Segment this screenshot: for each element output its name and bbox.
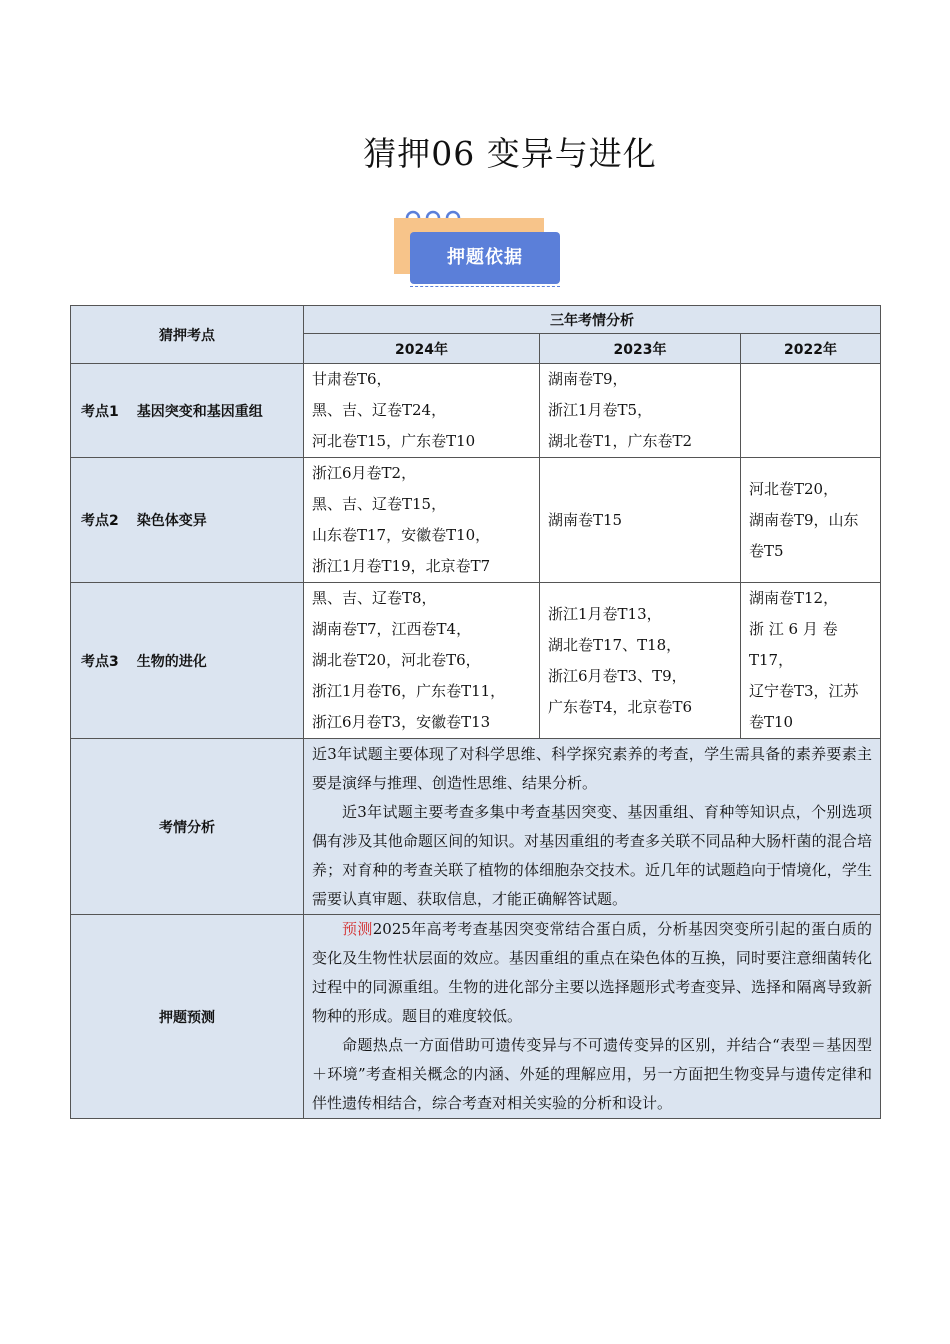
row-label: 考点3 生物的进化: [71, 583, 304, 739]
group-header: 三年考情分析: [304, 306, 881, 334]
row-label: 考点1 基因突变和基因重组: [71, 364, 304, 458]
prediction-keyword: 预测: [342, 920, 373, 938]
col-header-kaodian: 猜押考点: [71, 306, 304, 364]
year-header-2023: 2023年: [540, 334, 741, 364]
cell-2023: 湖南卷T9， 浙江1月卷T5， 湖北卷T1，广东卷T2: [540, 364, 741, 458]
year-header-2024: 2024年: [304, 334, 540, 364]
table-row: [71, 458, 881, 583]
year-header-2022: 2022年: [741, 334, 881, 364]
badge-label: 押题依据: [410, 232, 560, 284]
section-badge: [392, 204, 564, 288]
cell-2024: 浙江6月卷T2， 黑、吉、辽卷T15， 山东卷T17，安徽卷T10， 浙江1月卷T19，北京卷T7: [304, 458, 540, 583]
prediction-text: 预测2025年高考考查基因突变常结合蛋白质，分析基因突变所引起的蛋白质的变化及生物性状层面的效应。基因重组的重点在染色体的互换，同时要注意细菌转化过程中的同源重组。生物的进化部分主要以选择题形式考查变异、选择和隔离导致新物种的形成。题目的难度较低。 命题热点一方面借助可遗传变异与不可遗传变异的区别，并结合“表型＝基因型＋环境”考查相关概念的内涵、外延的理解应用，另一方面把生物变异与遗传定律和伴性遗传相结合，综合考查对相关实验的分析和设计。: [304, 915, 881, 1119]
analysis-label: 考情分析: [71, 739, 304, 915]
badge-dash-line: [410, 286, 560, 287]
cell-2022: 河北卷T20， 湖南卷T9，山东 卷T5: [741, 458, 881, 583]
table-row: [71, 364, 881, 458]
analysis-table: [70, 305, 881, 1119]
prediction-row: [71, 915, 881, 1119]
prediction-label: 押题预测: [71, 915, 304, 1119]
cell-2022: 湖南卷T12， 浙 江 6 月 卷 T17， 辽宁卷T3，江苏 卷T10: [741, 583, 881, 739]
table-row: [71, 583, 881, 739]
cell-2023: 湖南卷T15: [540, 458, 741, 583]
cell-2024: 黑、吉、辽卷T8， 湖南卷T7，江西卷T4， 湖北卷T20，河北卷T6， 浙江1月卷T6，广东卷T11， 浙江6月卷T3，安徽卷T13: [304, 583, 540, 739]
page-title: 猜押06 变异与进化: [363, 134, 657, 173]
cell-2023: 浙江1月卷T13， 湖北卷T17、T18， 浙江6月卷T3、T9， 广东卷T4，北京卷T6: [540, 583, 741, 739]
cell-2024: 甘肃卷T6， 黑、吉、辽卷T24， 河北卷T15，广东卷T10: [304, 364, 540, 458]
cell-2022: [741, 364, 881, 458]
analysis-row: [71, 739, 881, 915]
analysis-text: 近3年试题主要体现了对科学思维、科学探究素养的考查，学生需具备的素养要素主要是演绎与推理、创造性思维、结果分析。 近3年试题主要考查多集中考查基因突变、基因重组、育种等知识点，个别选项偶有涉及其他命题区间的知识。对基因重组的考查多关联不同品种大肠杆菌的混合培养；对育种的考查关联了植物的体细胞杂交技术。近几年的试题趋向于情境化，学生需要认真审题、获取信息，才能正确解答试题。: [304, 739, 881, 915]
row-label: 考点2 染色体变异: [71, 458, 304, 583]
